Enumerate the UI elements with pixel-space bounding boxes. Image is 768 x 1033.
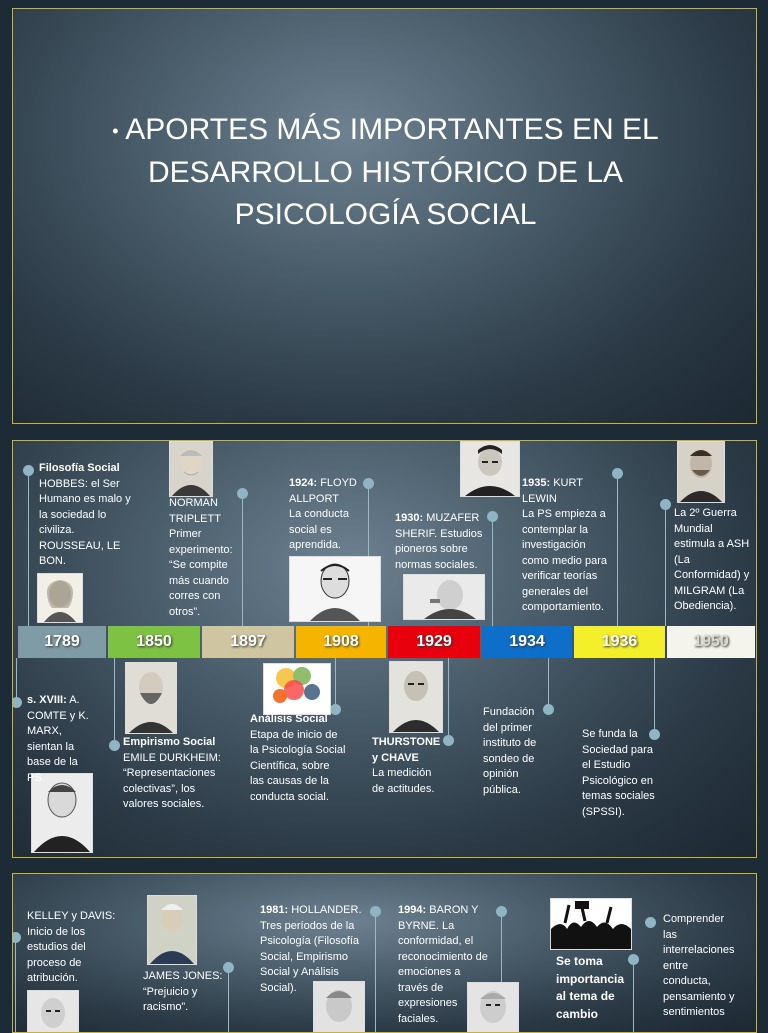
event-thurstone xyxy=(372,735,446,797)
year-bar-1950: 1950 xyxy=(667,626,755,658)
event-body: La conducta social es aprendida. xyxy=(289,508,349,551)
event-body: MUZAFER SHERIF. Estudios pioneros sobre normas sociales. xyxy=(395,512,483,571)
kelley-portrait xyxy=(27,990,79,1033)
timeline-dot xyxy=(12,932,21,943)
social-analysis-image xyxy=(263,663,331,715)
year-bar-1936: 1936 xyxy=(574,626,665,658)
year-bar-1929: 1929 xyxy=(388,626,480,658)
asch-portrait xyxy=(677,441,725,503)
event-opinion-institute: Fundación del primer instituto de sondeo de opinión pública. xyxy=(483,706,537,796)
event-triplett: NORMAN TRIPLETT Primer experimento: “Se compite más cuando corres con otros”. xyxy=(169,497,233,618)
hobbes-portrait xyxy=(37,573,83,623)
event-body: Etapa de inicio de la Psicología Social Científica, sobre las causas de la conducta social. xyxy=(250,728,346,803)
event-comte xyxy=(27,693,91,786)
title-bullet: • xyxy=(112,121,119,142)
event-allport xyxy=(289,476,369,554)
year-bar-1897: 1897 xyxy=(202,626,294,658)
event-change-topic: Se toma importancia al tema de cambio xyxy=(556,954,625,1021)
jones-portrait xyxy=(147,895,197,965)
connector-line xyxy=(448,658,449,741)
year-bar-1934: 1934 xyxy=(482,626,572,658)
event-baron-byrne xyxy=(398,903,498,1027)
connector-line xyxy=(15,942,16,1033)
sherif-portrait xyxy=(403,574,485,620)
timeline-dot xyxy=(23,465,34,476)
continuation-slide xyxy=(12,873,757,1033)
connector-line xyxy=(665,507,666,626)
event-heading: Empirismo Social xyxy=(123,736,216,748)
event-year: 1935: xyxy=(522,477,551,489)
event-year: 1924: xyxy=(289,477,318,489)
connector-line xyxy=(335,658,336,710)
timeline-dot xyxy=(370,906,381,917)
event-sherif xyxy=(395,511,489,573)
event-hobbes xyxy=(39,461,151,570)
connector-line xyxy=(492,519,493,626)
connector-line xyxy=(548,658,549,710)
event-year: 1981: xyxy=(260,904,289,916)
protest-image xyxy=(550,898,632,950)
thurstone-portrait xyxy=(389,661,443,733)
event-year: 1930: xyxy=(395,512,424,524)
event-lewin xyxy=(522,476,620,616)
year-bar-1908: 1908 xyxy=(296,626,386,658)
allport-portrait xyxy=(289,556,381,622)
connector-line xyxy=(114,658,115,746)
event-body: KURT LEWIN La PS empieza a contemplar la investigación como medio para verificar teorías generales del comportamiento. xyxy=(522,477,607,613)
year-bar-1850: 1850 xyxy=(108,626,200,658)
connector-line xyxy=(654,658,655,733)
timeline-dot xyxy=(645,917,656,928)
durkheim-portrait xyxy=(125,662,177,734)
event-hollander xyxy=(260,903,368,996)
event-body: A. COMTE y K. MARX, sientan la base de la PS. xyxy=(27,694,89,784)
timeline-dot xyxy=(109,740,120,751)
event-durkheim xyxy=(123,735,235,813)
event-body: La medición de actitudes. xyxy=(372,767,435,795)
event-heading: THURSTONE y CHAVE xyxy=(372,736,441,764)
event-heading: Filosofía Social xyxy=(39,462,120,474)
slide-title xyxy=(73,109,698,236)
connector-line xyxy=(28,471,29,626)
event-name: FLOYD ALLPORT xyxy=(289,477,357,505)
event-ww2: La 2º Guerra Mundial estimula a ASH (La Conformidad) y MILGRAM (La Obediencia). xyxy=(674,507,750,612)
event-year: s. XVIII: xyxy=(27,694,67,706)
event-spssi: Se funda la Sociedad para el Estudio Psicológico en temas sociales (SPSSI). xyxy=(582,728,655,818)
event-year: 1994: xyxy=(398,904,427,916)
event-kelley-davis: KELLEY y DAVIS: Inicio de los estudios del proceso de atribución. xyxy=(27,910,116,984)
timeline-dot xyxy=(660,499,671,510)
year-bar-1789: 1789 xyxy=(18,626,106,658)
event-body: BARON Y BYRNE. La conformidad, el reconocimiento de emociones a través de expresiones faciales. xyxy=(398,904,488,1025)
event-body: HOLLANDER. Tres períodos de la Psicología (Filosofía Social, Empirismo Social y Análisis Social). xyxy=(260,904,362,994)
event-heading: Análisis Social xyxy=(250,713,328,725)
lewin-portrait xyxy=(460,441,520,497)
title-slide xyxy=(12,8,757,424)
triplett-portrait xyxy=(169,441,213,497)
event-body: HOBBES: el Ser Humano es malo y la sociedad lo civilizа. ROUSSEAU, LE BON. xyxy=(39,477,131,567)
connector-line xyxy=(375,914,376,1033)
event-social-analysis xyxy=(250,712,356,805)
title-text: APORTES MÁS IMPORTANTES EN EL DESARROLLO HISTÓRICO DE LA PSICOLOGÍA SOCIAL xyxy=(125,113,659,232)
timeline-dot xyxy=(12,697,22,708)
event-jones: JAMES JONES: “Prejuicio y racismo”. xyxy=(143,970,223,1013)
timeline-slide xyxy=(12,440,757,858)
event-interrelations: Comprender las interrelaciones entre conducta, pensamiento y sentimientos xyxy=(663,913,735,1018)
event-body: EMILE DURKHEIM: “Representaciones colectivas”, los valores sociales. xyxy=(123,751,221,810)
